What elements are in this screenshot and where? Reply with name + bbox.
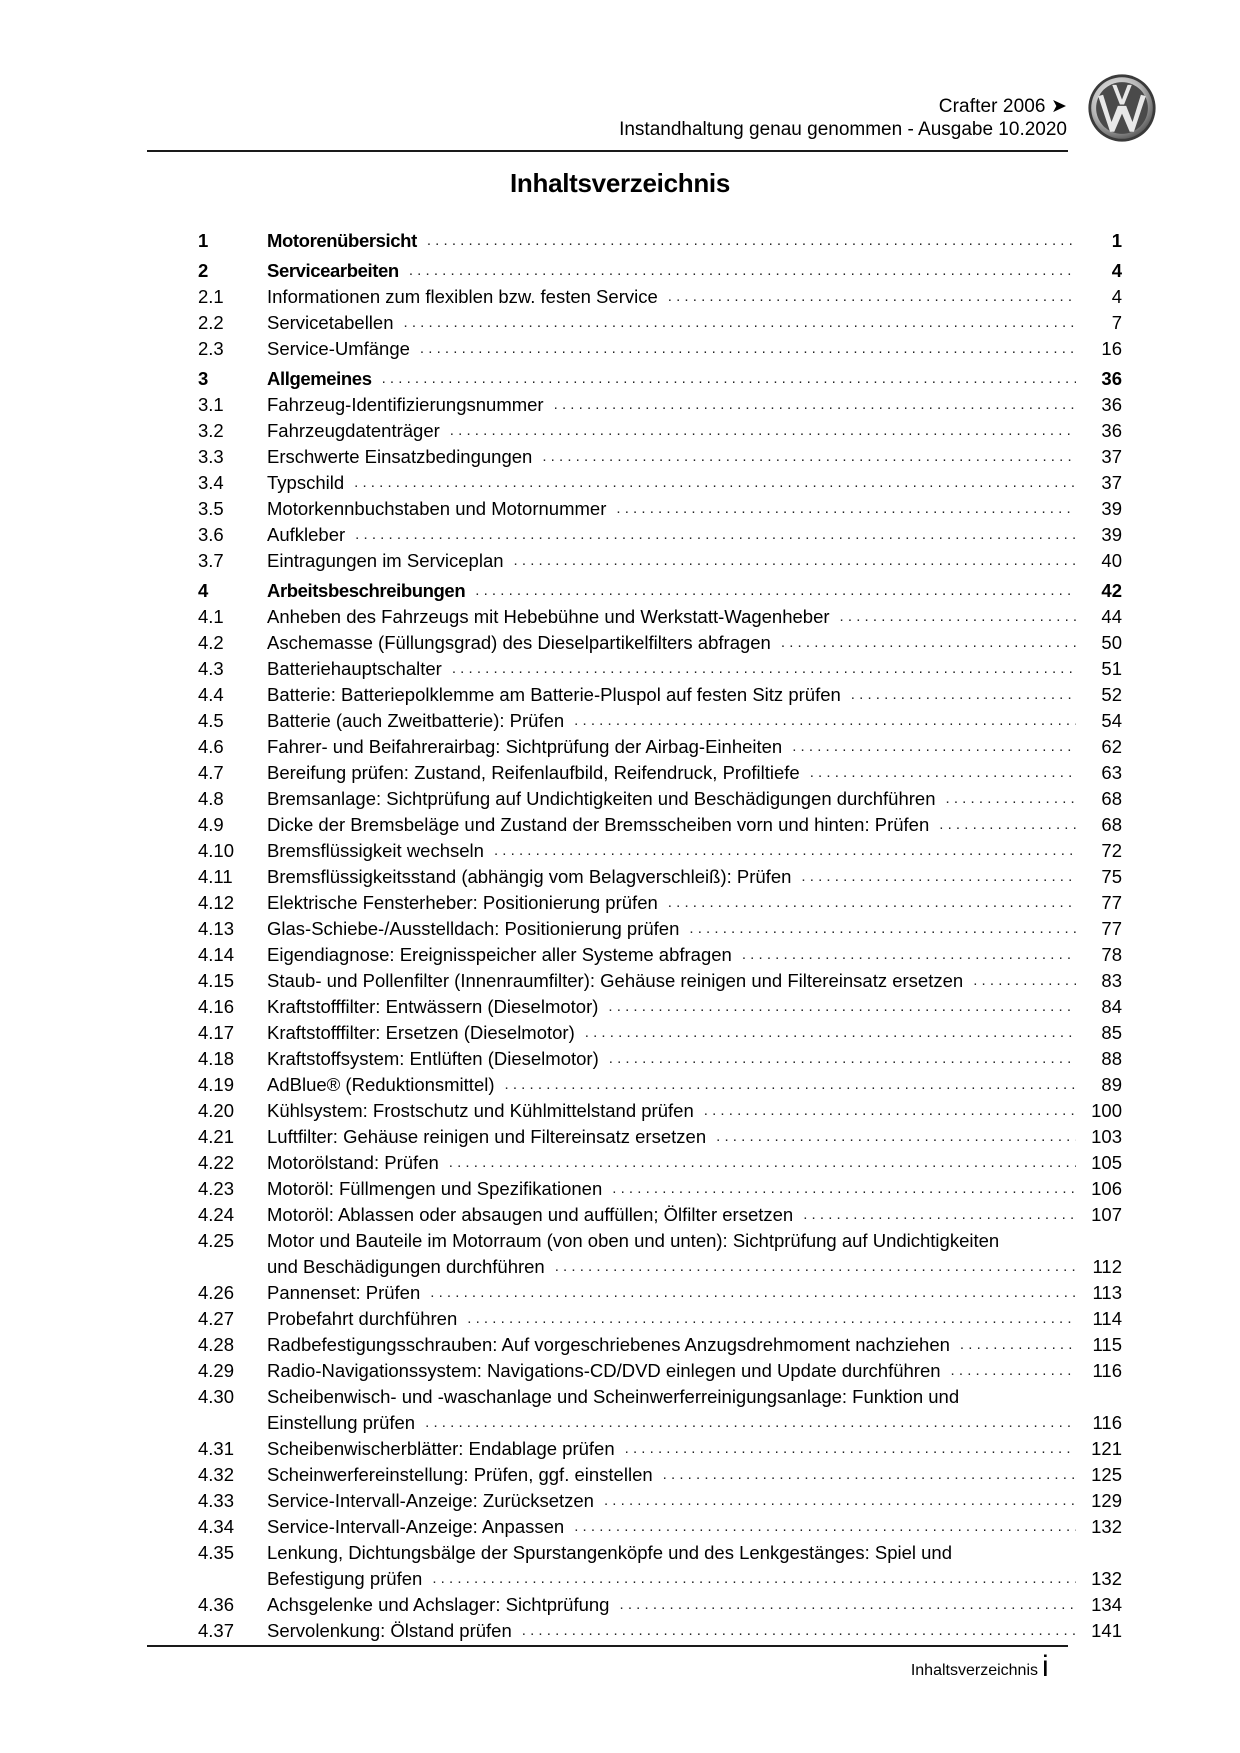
toc-entry[interactable] [198,604,1122,630]
dot-leader [803,1205,1076,1228]
toc-entry[interactable] [198,708,1122,734]
toc-chapter-entry[interactable] [198,228,1122,254]
toc-entry-number: 4.23 [198,1178,235,1199]
toc-entry-page: 88 [1101,1048,1122,1069]
toc-entry-title: Service-Intervall-Anzeige: Anpassen [267,1516,565,1537]
toc-entry-number: 3.7 [198,550,224,571]
dot-leader [668,893,1076,916]
dot-leader [425,1413,1076,1436]
toc-chapter-entry[interactable] [198,258,1122,284]
toc-entry[interactable] [198,444,1122,470]
toc-entry-title: Motoröl: Füllmengen und Spezifikationen [267,1178,603,1199]
dot-leader [851,685,1076,708]
toc-entry[interactable] [198,284,1122,310]
toc-entry-title: Achsgelenke und Achslager: Sichtprüfung [267,1594,610,1615]
toc-entry-title: Kühlsystem: Frostschutz und Kühlmittelstand prüfen [267,1100,694,1121]
toc-entry[interactable] [198,1150,1122,1176]
toc-entry-title: Allgemeines [267,368,372,389]
dot-leader [449,1153,1076,1176]
toc-entry[interactable] [198,1436,1122,1462]
dot-leader [452,659,1076,682]
toc-entry-page: 85 [1101,1022,1122,1043]
toc-entry-page: 4 [1111,260,1122,281]
toc-entry[interactable] [198,1592,1122,1618]
toc-entry-page: 51 [1101,658,1122,679]
dot-leader [939,815,1076,838]
toc-entry-page: 78 [1101,944,1122,965]
toc-entry[interactable] [198,1202,1122,1228]
toc-entry-title: Pannenset: Prüfen [267,1282,421,1303]
toc-entry-title: Bremsanlage: Sichtprüfung auf Undichtigkeiten und Beschädigungen durchführen [267,788,936,809]
header-model: Crafter 2006 ➤ [938,96,1067,117]
toc-entry-page: 134 [1091,1594,1122,1615]
toc-entry-page: 4 [1111,286,1122,307]
dot-leader [625,1439,1076,1462]
toc-entry-page: 39 [1101,498,1122,519]
toc-entry-page: 44 [1101,606,1122,627]
dot-leader [742,945,1076,968]
toc-entry-page: 116 [1092,1360,1122,1381]
toc-entry-number: 2.1 [198,286,224,307]
toc-entry[interactable] [198,336,1122,362]
dot-leader [612,1179,1076,1202]
toc-entry-title: Eintragungen im Serviceplan [267,550,504,571]
toc-entry-title: Typschild [267,472,345,493]
toc-entry-number: 4.2 [198,632,224,653]
toc-entry-title: Motorölstand: Prüfen [267,1152,439,1173]
toc-entry[interactable] [198,1618,1122,1644]
toc-entry-page: 121 [1091,1438,1122,1459]
toc-entry[interactable] [198,418,1122,444]
toc-entry-title: Batterie: Batteriepolklemme am Batterie-Pluspol auf festen Sitz prüfen [267,684,841,705]
toc-entry[interactable] [198,1306,1122,1332]
toc-entry-page: 62 [1101,736,1122,757]
toc-entry-number: 4.7 [198,762,224,783]
toc-entry-title-continued: Einstellung prüfen [267,1412,416,1433]
toc-entry-number: 4.5 [198,710,224,731]
toc-entry-title: Servolenkung: Ölstand prüfen [267,1620,512,1641]
toc-entry-number: 3.2 [198,420,224,441]
toc-entry-page: 107 [1091,1204,1122,1225]
dot-leader [355,525,1076,548]
toc-entry-page: 37 [1101,446,1122,467]
toc-entry-title: Motor und Bauteile im Motorraum (von oben und unten): Sichtprüfung auf Undichtigkeiten [267,1230,1000,1251]
toc-entry-page: 36 [1101,368,1122,389]
dot-leader [467,1309,1076,1332]
toc-entry-number: 3.5 [198,498,224,519]
toc-entry-title: Elektrische Fensterheber: Positionierung prüfen [267,892,658,913]
toc-entry-title: Luftfilter: Gehäuse reinigen und Filtereinsatz ersetzen [267,1126,707,1147]
header-subtitle: Instandhaltung genau genommen - Ausgabe 10.2020 [619,119,1067,140]
toc-entry-page: 36 [1101,394,1122,415]
toc-entry-number: 4.9 [198,814,224,835]
toc-entry-number: 4.21 [198,1126,235,1147]
toc-entry-title: Motorkennbuchstaben und Motornummer [267,498,607,519]
toc-entry-page: 116 [1092,1412,1122,1433]
toc-entry-page: 83 [1101,970,1122,991]
toc-entry-number: 4.4 [198,684,224,705]
toc-entry[interactable] [198,392,1122,418]
toc-entry-page: 132 [1091,1568,1122,1589]
toc-entry[interactable] [198,1384,1122,1436]
dot-leader [973,971,1076,994]
toc-entry-title: Batterie (auch Zweitbatterie): Prüfen [267,710,565,731]
dot-leader [382,369,1076,392]
toc-entry-title: Bremsflüssigkeitsstand (abhängig vom Belagverschleiß): Prüfen [267,866,792,887]
toc-entry-title: Staub- und Pollenfilter (Innenraumfilter): Gehäuse reinigen und Filtereinsatz ersetzen [267,970,964,991]
toc-entry-title: Eigendiagnose: Ereignisspeicher aller Systeme abfragen [267,944,732,965]
toc-entry[interactable] [198,1462,1122,1488]
toc-entry-page: 52 [1101,684,1122,705]
toc-entry-title: Bereifung prüfen: Zustand, Reifenlaufbild, Reifendruck, Profiltiefe [267,762,800,783]
toc-entry[interactable] [198,1514,1122,1540]
toc-entry-title: Kraftstofffilter: Ersetzen (Dieselmotor) [267,1022,575,1043]
toc-entry[interactable] [198,864,1122,890]
toc-entry-number: 4.32 [198,1464,235,1485]
toc-chapter-entry[interactable] [198,578,1122,604]
toc-entry-number: 4.16 [198,996,235,1017]
toc-entry-number: 4.10 [198,840,235,861]
toc-entry-page: 129 [1091,1490,1122,1511]
toc-entry[interactable] [198,786,1122,812]
dot-leader [951,1361,1076,1384]
dot-leader [810,763,1076,786]
dot-leader [505,1075,1076,1098]
toc-entry-title: Kraftstofffilter: Entwässern (Dieselmotor) [267,996,599,1017]
toc-entry-page: 105 [1091,1152,1122,1173]
dot-leader [404,313,1077,336]
toc-entry-page: 72 [1101,840,1122,861]
toc-entry-number: 3.3 [198,446,224,467]
toc-entry[interactable] [198,1072,1122,1098]
toc-entry-page: 42 [1101,580,1122,601]
dot-leader [716,1127,1076,1150]
toc-entry-number: 4.13 [198,918,235,939]
toc-entry-title: Aschemasse (Füllungsgrad) des Dieselpartikelfilters abfragen [267,632,771,653]
toc-entry[interactable] [198,1488,1122,1514]
toc-entry-number: 4.8 [198,788,224,809]
toc-entry-title: Servicearbeiten [267,260,399,281]
toc-entry-title: Scheibenwischerblätter: Endablage prüfen [267,1438,615,1459]
toc-entry-number: 3.6 [198,524,224,545]
toc-entry[interactable] [198,968,1122,994]
toc-entry-page: 113 [1092,1282,1122,1303]
toc-entry[interactable] [198,630,1122,656]
toc-entry[interactable] [198,1332,1122,1358]
toc-entry-title: Scheibenwisch- und -waschanlage und Scheinwerferreinigungsanlage: Funktion und [267,1386,960,1407]
dot-leader [555,1257,1076,1280]
table-of-contents [198,228,1122,1644]
toc-entry-title: Service-Umfänge [267,338,410,359]
toc-entry-page: 1 [1111,230,1122,251]
toc-entry-title: Radbefestigungsschrauben: Auf vorgeschriebenes Anzugsdrehmoment nachziehen [267,1334,950,1355]
toc-entry[interactable] [198,548,1122,574]
footer-divider [147,1645,1068,1647]
toc-entry-title: Batteriehauptschalter [267,658,442,679]
toc-entry-page: 115 [1092,1334,1122,1355]
toc-entry-number: 1 [198,230,209,251]
toc-entry-page: 68 [1101,788,1122,809]
dot-leader [608,997,1076,1020]
toc-entry-title: Probefahrt durchführen [267,1308,458,1329]
vw-logo-icon [1087,73,1157,143]
toc-entry-number: 3.4 [198,472,224,493]
toc-entry-page: 125 [1091,1464,1122,1485]
toc-entry-page: 16 [1101,338,1122,359]
toc-entry-title: Fahrzeug-Identifizierungsnummer [267,394,544,415]
footer-section: Inhaltsverzeichnis [910,1662,1038,1679]
toc-entry-number: 4.20 [198,1100,235,1121]
dot-leader [960,1335,1076,1358]
dot-leader [689,919,1076,942]
dot-leader [781,633,1076,656]
toc-entry-number: 4.18 [198,1048,235,1069]
dot-leader [450,421,1076,444]
toc-entry-title: Scheinwerfereinstellung: Prüfen, ggf. einstellen [267,1464,653,1485]
toc-entry-number: 4.6 [198,736,224,757]
toc-entry-number: 4.1 [198,606,224,627]
toc-entry[interactable] [198,916,1122,942]
toc-entry-title-continued: Befestigung prüfen [267,1568,423,1589]
toc-entry-title: Service-Intervall-Anzeige: Zurücksetzen [267,1490,594,1511]
toc-entry-number: 4.15 [198,970,235,991]
toc-entry[interactable] [198,812,1122,838]
toc-entry-number: 2.3 [198,338,224,359]
toc-entry-number: 4.33 [198,1490,235,1511]
dot-leader [704,1101,1076,1124]
toc-entry-number: 2 [198,260,209,281]
dot-leader [427,231,1076,254]
toc-entry-number: 4.27 [198,1308,235,1329]
dot-leader [420,339,1076,362]
toc-entry-page: 77 [1101,918,1122,939]
toc-entry-page: 77 [1101,892,1122,913]
toc-entry-page: 75 [1101,866,1122,887]
toc-entry-page: 141 [1091,1620,1122,1641]
toc-entry[interactable] [198,656,1122,682]
toc-entry-page: 106 [1091,1178,1122,1199]
toc-entry-number: 4.22 [198,1152,235,1173]
toc-entry[interactable] [198,994,1122,1020]
toc-entry-number: 4.3 [198,658,224,679]
toc-entry-title: AdBlue® (Reduktionsmittel) [267,1074,495,1095]
toc-entry-number: 4.17 [198,1022,235,1043]
toc-entry[interactable] [198,496,1122,522]
toc-entry-number: 4.25 [198,1230,235,1251]
dot-leader [514,551,1076,574]
toc-entry-number: 4.12 [198,892,235,913]
toc-entry[interactable] [198,1280,1122,1306]
toc-entry[interactable] [198,682,1122,708]
toc-entry-number: 4.14 [198,944,235,965]
toc-entry-page: 39 [1101,524,1122,545]
toc-entry-title: Informationen zum flexiblen bzw. festen Service [267,286,658,307]
toc-entry-title: Fahrer- und Beifahrerairbag: Sichtprüfung der Airbag-Einheiten [267,736,783,757]
dot-leader [604,1491,1076,1514]
toc-entry-title: Motorenübersicht [267,230,417,251]
toc-entry-page: 103 [1091,1126,1122,1147]
dot-leader [475,581,1076,604]
toc-entry[interactable] [198,1046,1122,1072]
toc-entry[interactable] [198,1540,1122,1592]
dot-leader [542,447,1076,470]
toc-entry-number: 4.11 [198,866,233,887]
toc-entry-title: Servicetabellen [267,312,394,333]
dot-leader [619,1595,1076,1618]
toc-entry-title: Lenkung, Dichtungsbälge der Spurstangenköpfe und des Lenkgestänges: Spiel und [267,1542,953,1563]
toc-entry[interactable] [198,838,1122,864]
toc-entry-page: 114 [1092,1308,1122,1329]
toc-chapter-entry[interactable] [198,366,1122,392]
toc-entry[interactable] [198,942,1122,968]
toc-entry[interactable] [198,522,1122,548]
dot-leader [663,1465,1076,1488]
toc-entry-title: Kraftstoffsystem: Entlüften (Dieselmotor) [267,1048,599,1069]
toc-entry-title: Bremsflüssigkeit wechseln [267,840,484,861]
dot-leader [574,1517,1076,1540]
toc-entry-page: 68 [1101,814,1122,835]
toc-entry-page: 54 [1101,710,1122,731]
toc-entry-title: Fahrzeugdatenträger [267,420,440,441]
toc-entry-number: 4.30 [198,1386,235,1407]
toc-entry-title: Radio-Navigationssystem: Navigations-CD/DVD einlegen und Update durchführen [267,1360,941,1381]
toc-entry-number: 3.1 [198,394,224,415]
dot-leader [840,607,1076,630]
dot-leader [668,287,1076,310]
toc-entry[interactable] [198,1228,1122,1280]
toc-entry[interactable] [198,310,1122,336]
dot-leader [494,841,1076,864]
page-title: Inhaltsverzeichnis [509,168,731,198]
toc-entry-title: Glas-Schiebe-/Ausstelldach: Positionierung prüfen [267,918,680,939]
toc-entry[interactable] [198,1098,1122,1124]
toc-entry-number: 4.26 [198,1282,235,1303]
toc-entry-page: 50 [1101,632,1122,653]
toc-entry[interactable] [198,760,1122,786]
toc-entry-page: 7 [1111,312,1122,333]
toc-entry-page: 40 [1101,550,1122,571]
dot-leader [792,737,1076,760]
toc-entry-page: 37 [1101,472,1122,493]
dot-leader [554,395,1076,418]
toc-entry-number: 4.35 [198,1542,235,1563]
toc-entry-page: 84 [1101,996,1122,1017]
toc-entry-page: 89 [1101,1074,1122,1095]
toc-entry-number: 4.29 [198,1360,235,1381]
toc-entry-page: 63 [1101,762,1122,783]
dot-leader [354,473,1076,496]
page-header [147,96,1067,142]
toc-entry-number: 4.34 [198,1516,235,1537]
toc-entry-page: 132 [1091,1516,1122,1537]
toc-entry-number: 4.24 [198,1204,235,1225]
toc-entry[interactable] [198,1358,1122,1384]
toc-entry-page: 36 [1101,420,1122,441]
dot-leader [409,261,1076,284]
header-divider [147,150,1068,152]
footer-page-number: i [1042,1650,1049,1683]
dot-leader [432,1569,1076,1592]
dot-leader [430,1283,1076,1306]
toc-entry-number: 4 [198,580,209,601]
toc-entry[interactable] [198,1176,1122,1202]
toc-entry-title: Anheben des Fahrzeugs mit Hebebühne und Werkstatt-Wagenheber [267,606,830,627]
toc-entry-number: 3 [198,368,209,389]
toc-entry-title: Aufkleber [267,524,346,545]
dot-leader [522,1621,1076,1644]
dot-leader [609,1049,1076,1072]
toc-entry-number: 4.28 [198,1334,235,1355]
toc-entry-number: 2.2 [198,312,224,333]
toc-entry[interactable] [198,890,1122,916]
toc-entry-title: Motoröl: Ablassen oder absaugen und auffüllen; Ölfilter ersetzen [267,1204,794,1225]
toc-entry-title-continued: und Beschädigungen durchführen [267,1256,545,1277]
toc-entry-page: 100 [1091,1100,1122,1121]
toc-entry-number: 4.19 [198,1074,235,1095]
toc-entry[interactable] [198,1124,1122,1150]
toc-entry[interactable] [198,470,1122,496]
dot-leader [574,711,1076,734]
toc-entry-title: Arbeitsbeschreibungen [267,580,466,601]
toc-entry-page: 112 [1092,1256,1122,1277]
toc-entry[interactable] [198,734,1122,760]
toc-entry-title: Dicke der Bremsbeläge und Zustand der Bremsscheiben vorn und hinten: Prüfen [267,814,930,835]
toc-entry[interactable] [198,1020,1122,1046]
dot-leader [585,1023,1076,1046]
toc-entry-title: Erschwerte Einsatzbedingungen [267,446,533,467]
toc-entry-number: 4.31 [198,1438,235,1459]
dot-leader [616,499,1076,522]
toc-entry-number: 4.36 [198,1594,235,1615]
dot-leader [801,867,1076,890]
dot-leader [946,789,1076,812]
toc-entry-number: 4.37 [198,1620,235,1641]
